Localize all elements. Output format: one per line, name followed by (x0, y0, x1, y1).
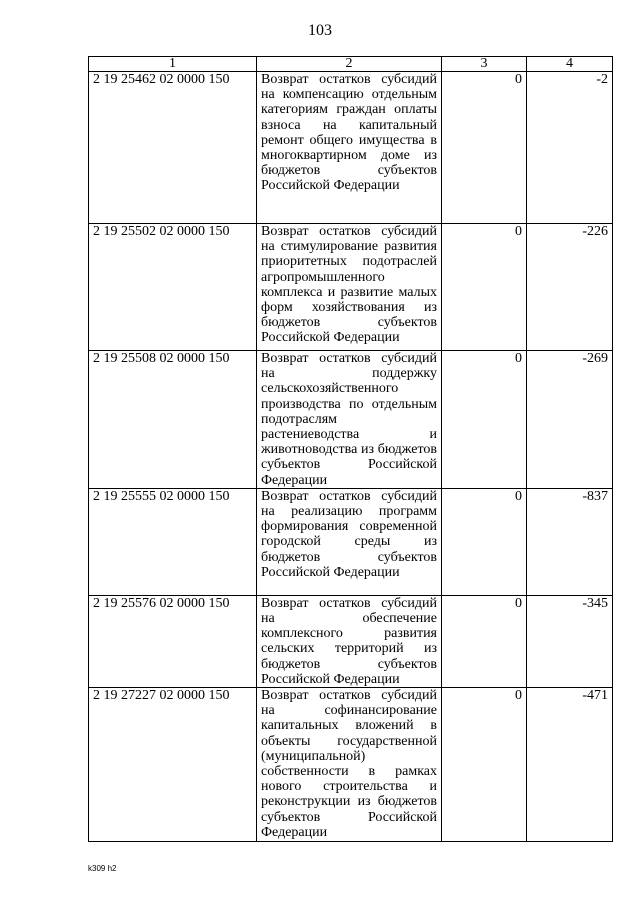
description: Возврат остатков субсидий на обеспечение комплексного развития сельских территорий из бюджетов субъектов Российской Федерации (257, 595, 442, 687)
value-col4: -226 (527, 224, 613, 351)
column-header-3: 3 (442, 57, 527, 72)
budget-code: 2 19 25508 02 0000 150 (89, 351, 257, 489)
budget-code: 2 19 25576 02 0000 150 (89, 595, 257, 687)
page-number: 103 (308, 22, 332, 39)
description: Возврат остатков субсидий на софинансирование капитальных вложений в объекты государственной (муниципальной) собственности в рамках нового строительства и реконструкции из бюджетов субъектов Российской Федерации (257, 688, 442, 842)
description: Возврат остатков субсидий на стимулирование развития приоритетных подотраслей агропромышленного комплекса и развитие малых форм хозяйствования из бюджетов субъектов Российской Федерации (257, 224, 442, 351)
description: Возврат остатков субсидий на компенсацию отдельным категориям граждан оплаты взноса на капитальный ремонт общего имущества в многоквартирном доме из бюджетов субъектов Российской Федерации (257, 72, 442, 224)
value-col3: 0 (442, 595, 527, 687)
document-footer-code: k309 h2 (88, 864, 117, 873)
budget-code: 2 19 25502 02 0000 150 (89, 224, 257, 351)
value-col3: 0 (442, 688, 527, 842)
value-col4: -269 (527, 351, 613, 489)
value-col4: -471 (527, 688, 613, 842)
value-col3: 0 (442, 72, 527, 224)
value-col4: -2 (527, 72, 613, 224)
table-row (89, 488, 613, 595)
column-header-2: 2 (257, 57, 442, 72)
description: Возврат остатков субсидий на реализацию программ формирования современной городской среды из бюджетов субъектов Российской Федерации (257, 488, 442, 595)
value-col4: -837 (527, 488, 613, 595)
column-header-4: 4 (527, 57, 613, 72)
table-row (89, 595, 613, 687)
budget-code: 2 19 25555 02 0000 150 (89, 488, 257, 595)
header-row (89, 57, 613, 72)
value-col3: 0 (442, 351, 527, 489)
table-row (89, 688, 613, 842)
table-row (89, 224, 613, 351)
budget-table (88, 56, 613, 842)
column-header-1: 1 (89, 57, 257, 72)
value-col3: 0 (442, 224, 527, 351)
value-col3: 0 (442, 488, 527, 595)
description: Возврат остатков субсидий на поддержку сельскохозяйственного производства по отдельным подотраслям растениеводства и животноводства из бюджетов субъектов Российской Федерации (257, 351, 442, 489)
budget-code: 2 19 27227 02 0000 150 (89, 688, 257, 842)
table-row (89, 72, 613, 224)
table-row (89, 351, 613, 489)
budget-code: 2 19 25462 02 0000 150 (89, 72, 257, 224)
value-col4: -345 (527, 595, 613, 687)
